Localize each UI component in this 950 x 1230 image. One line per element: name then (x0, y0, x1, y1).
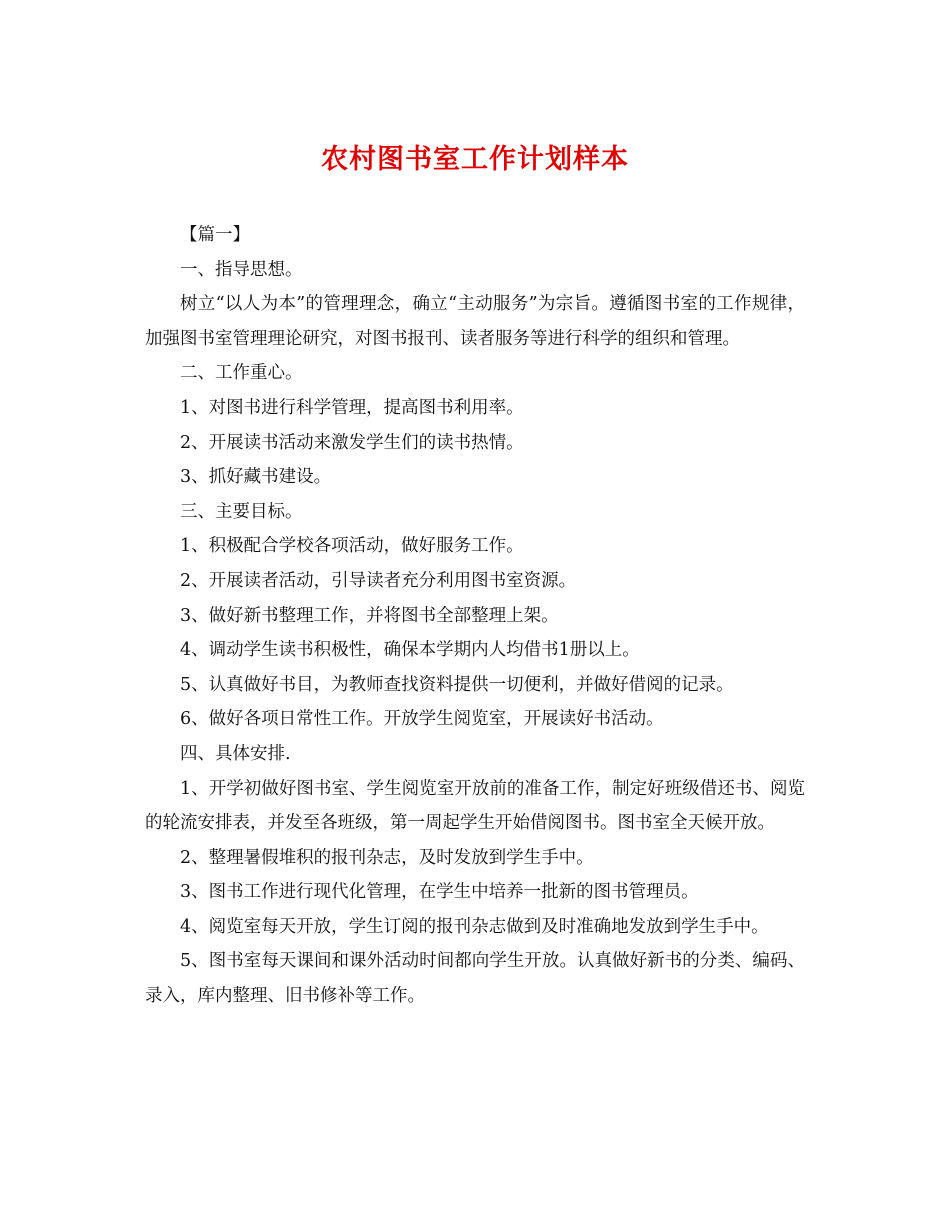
main-goal-item: 2、开展读者活动，引导读者充分利用图书室资源。 (180, 570, 577, 591)
arrangement-item: 4、阅览室每天开放，学生订阅的报刊杂志做到及时准确地发放到学生手中。 (180, 916, 769, 937)
heading-work-focus: 二、工作重心。 (180, 363, 303, 384)
heading-guiding-ideology: 一、指导思想。 (180, 259, 303, 280)
main-goal-item: 4、调动学生读书积极性，确保本学期内人均借书1册以上。 (180, 640, 640, 661)
document-title: 农村图书室工作计划样本 (321, 144, 629, 175)
main-goal-item: 3、做好新书整理工作，并将图书全部整理上架。 (180, 605, 559, 626)
section-label: 【篇一】 (180, 225, 250, 245)
arrangement-item: 1、开学初做好图书室、学生阅览室开放前的准备工作，制定好班级借还书、阅览的轮流安排表，并发至各班级，第一周起学生开始借阅图书。图书室全天候开放。 (145, 778, 805, 834)
arrangement-item: 3、图书工作进行现代化管理，在学生中培养一批新的图书管理员。 (180, 882, 699, 903)
work-focus-item: 2、开展读书活动来激发学生们的读书热情。 (180, 432, 524, 453)
document-body (145, 218, 805, 1014)
arrangement-item: 5、图书室每天课间和课外活动时间都向学生开放。认真做好新书的分类、编码、录入，库内整理、旧书修补等工作。 (145, 951, 805, 1007)
paragraph-guiding-ideology: 树立“以人为本”的管理理念，确立“主动服务”为宗旨。遵循图书室的工作规律，加强图书室管理理论研究，对图书报刊、读者服务等进行科学的组织和管理。 (145, 294, 805, 349)
heading-main-goals: 三、主要目标。 (180, 501, 303, 522)
main-goal-item: 6、做好各项日常性工作。开放学生阅览室，开展读好书活动。 (180, 709, 664, 730)
work-focus-item: 1、对图书进行科学管理，提高图书利用率。 (180, 397, 524, 418)
arrangement-item: 2、整理暑假堆积的报刊杂志，及时发放到学生手中。 (180, 847, 594, 868)
work-focus-item: 3、抓好藏书建设。 (180, 467, 332, 488)
heading-arrangements: 四、具体安排. (180, 743, 291, 764)
main-goal-item: 1、积极配合学校各项活动，做好服务工作。 (180, 536, 524, 557)
main-goal-item: 5、认真做好书目，为教师查找资料提供一切便利，并做好借阅的记录。 (180, 674, 734, 695)
